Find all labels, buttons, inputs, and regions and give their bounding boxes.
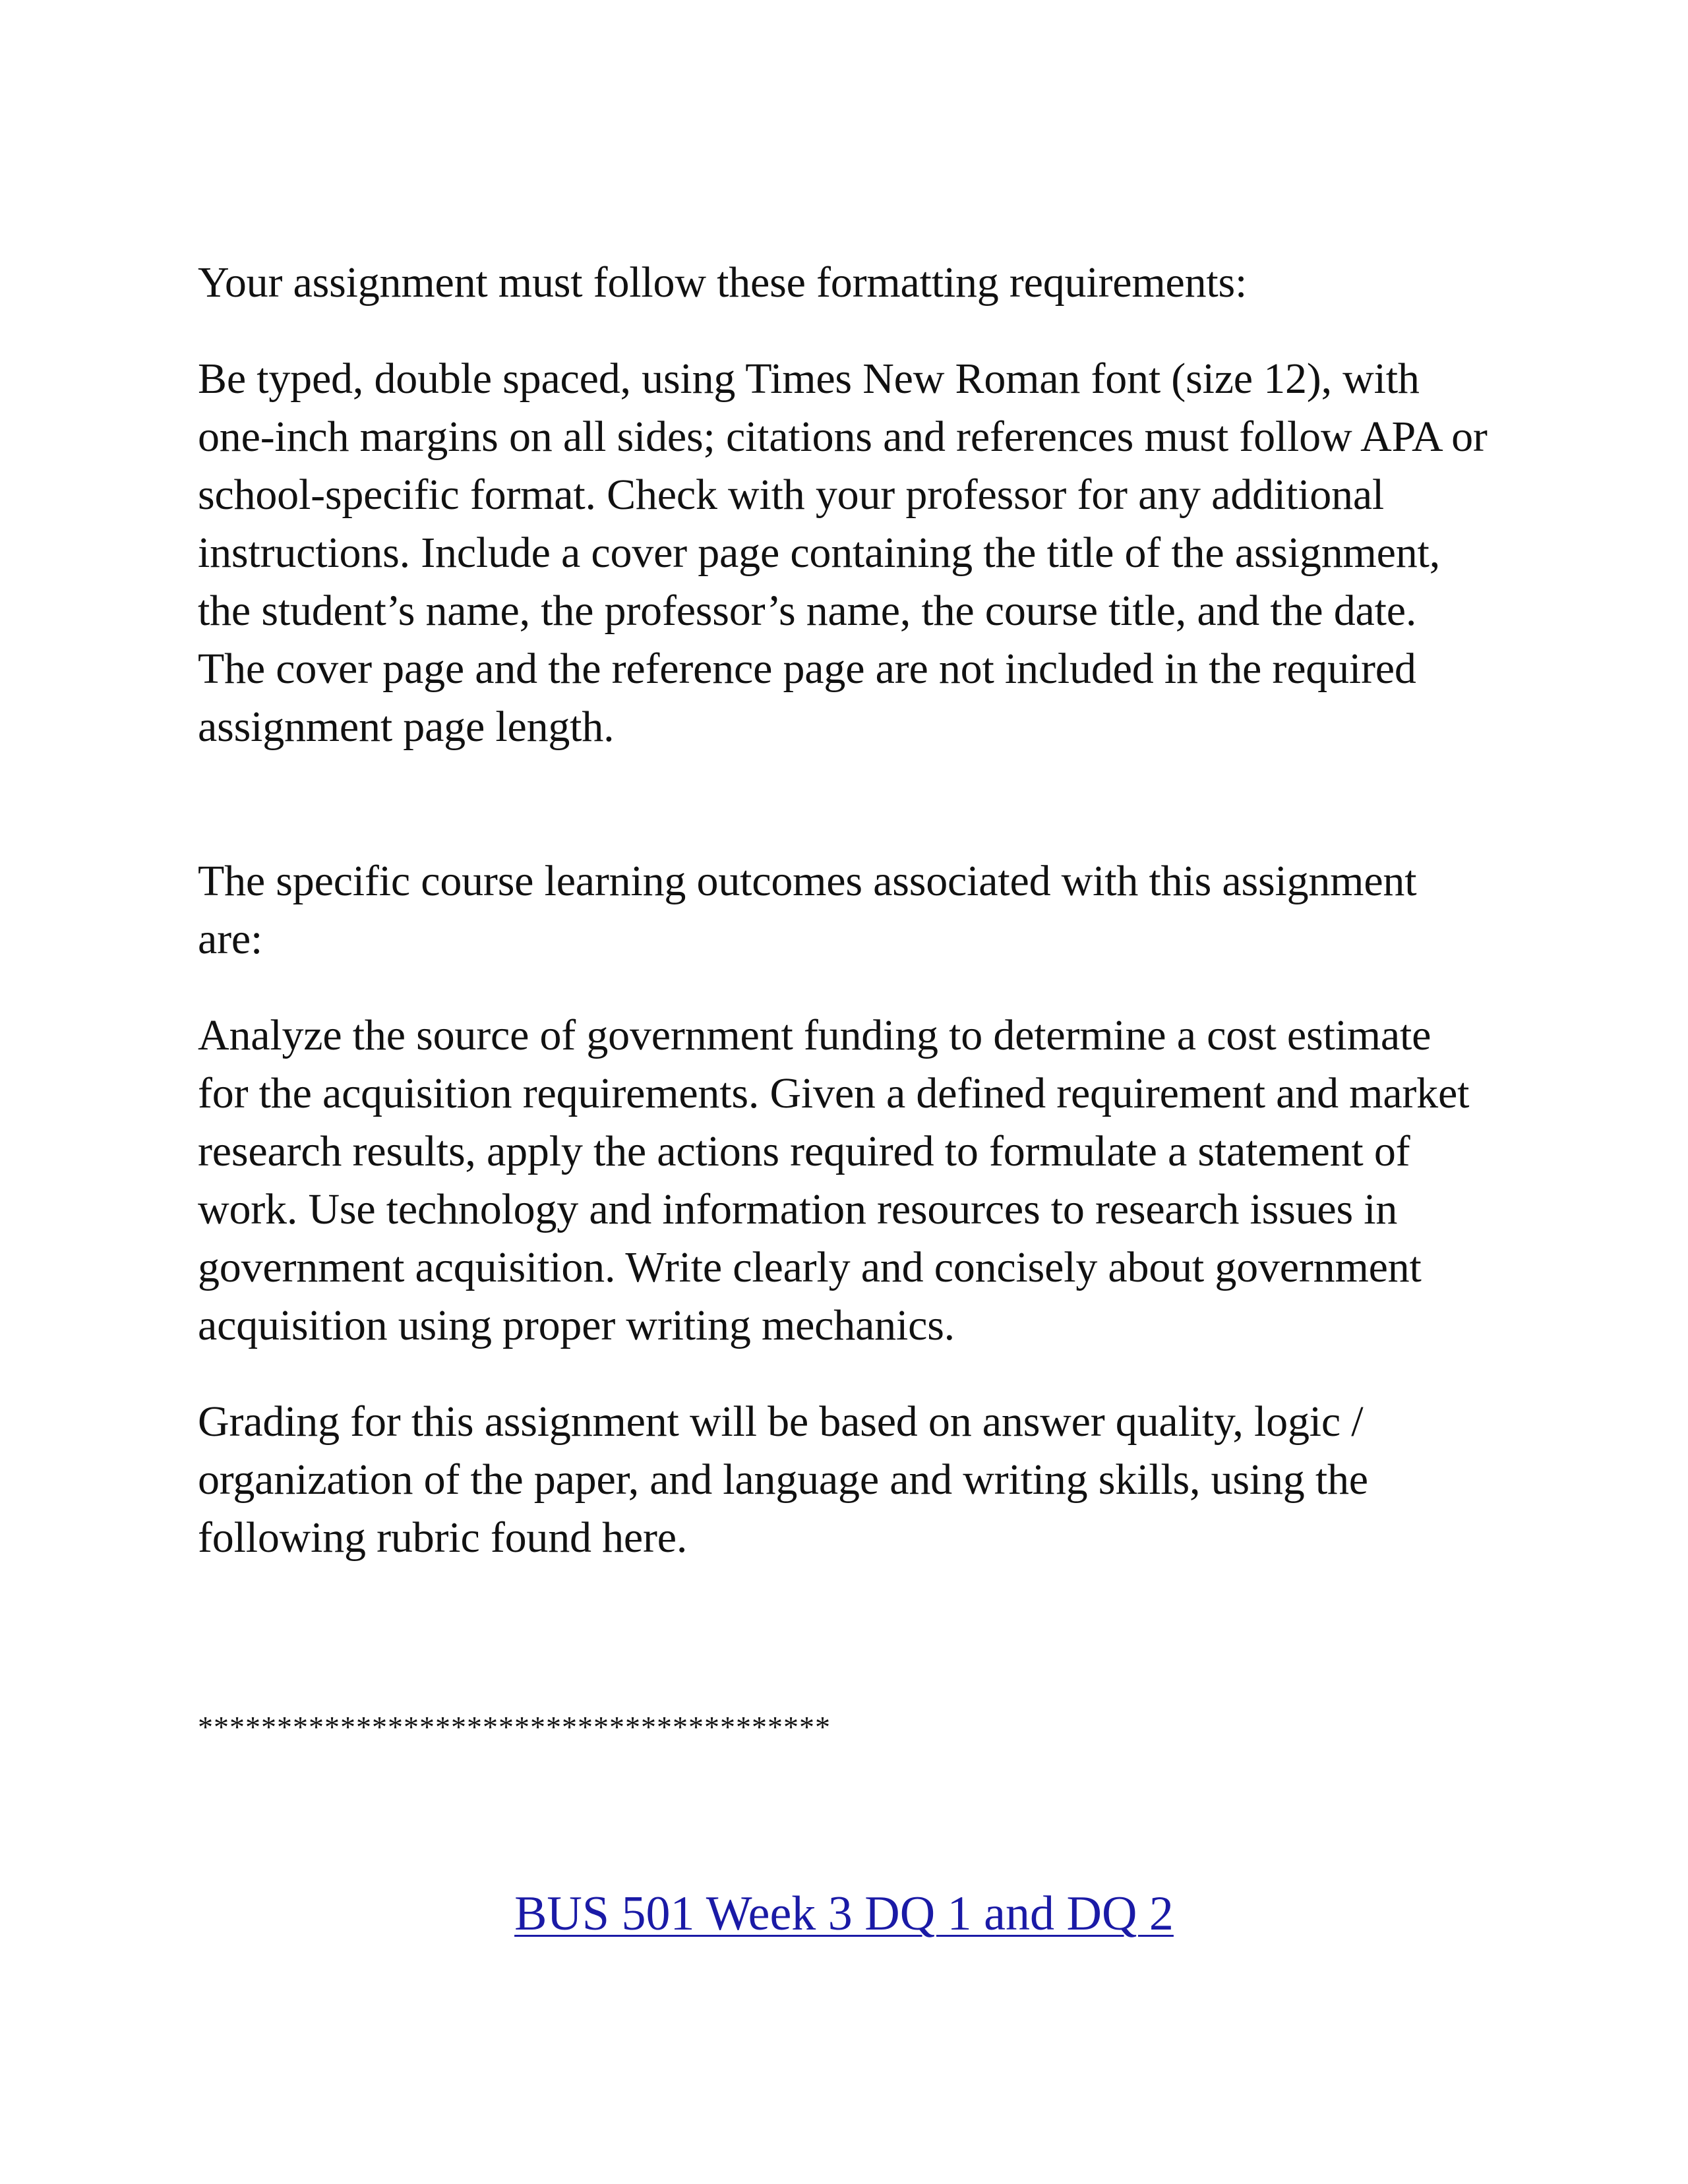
bus-501-week-3-link[interactable]: BUS 501 Week 3 DQ 1 and DQ 2 bbox=[514, 1887, 1174, 1941]
learning-outcomes-heading: The specific course learning outcomes associated with this assignment are: bbox=[198, 857, 1417, 963]
formatting-requirements-paragraph: Be typed, double spaced, using Times New Roman font (size 12), with one-inch margins on all sides; citations and references must follow APA or school-specific format. Check with your professor for any additional instructions. Include a cover page containing the title of the assignment, the student’s name, the professor’s name, the course title, and the date. The cover page and the reference page are not included in the required assignment page length. bbox=[198, 355, 1488, 751]
grading-paragraph: Grading for this assignment will be based on answer quality, logic / organization of the paper, and language and writing skills, using the following rubric found here. bbox=[198, 1398, 1368, 1562]
asterisk-separator: **************************************** bbox=[198, 1710, 831, 1744]
document-body bbox=[198, 254, 1490, 1567]
link-container bbox=[0, 1884, 1688, 1943]
formatting-requirements-heading: Your assignment must follow these formatting requirements: bbox=[198, 258, 1248, 307]
learning-outcomes-paragraph: Analyze the source of government funding to determine a cost estimate for the acquisition requirements. Given a defined requirement and market research results, apply the actions required to formulate a statement of work. Use technology and information resources to research issues in government acquisition. Write clearly and concisely about government acquisition using proper writing mechanics. bbox=[198, 1011, 1470, 1349]
